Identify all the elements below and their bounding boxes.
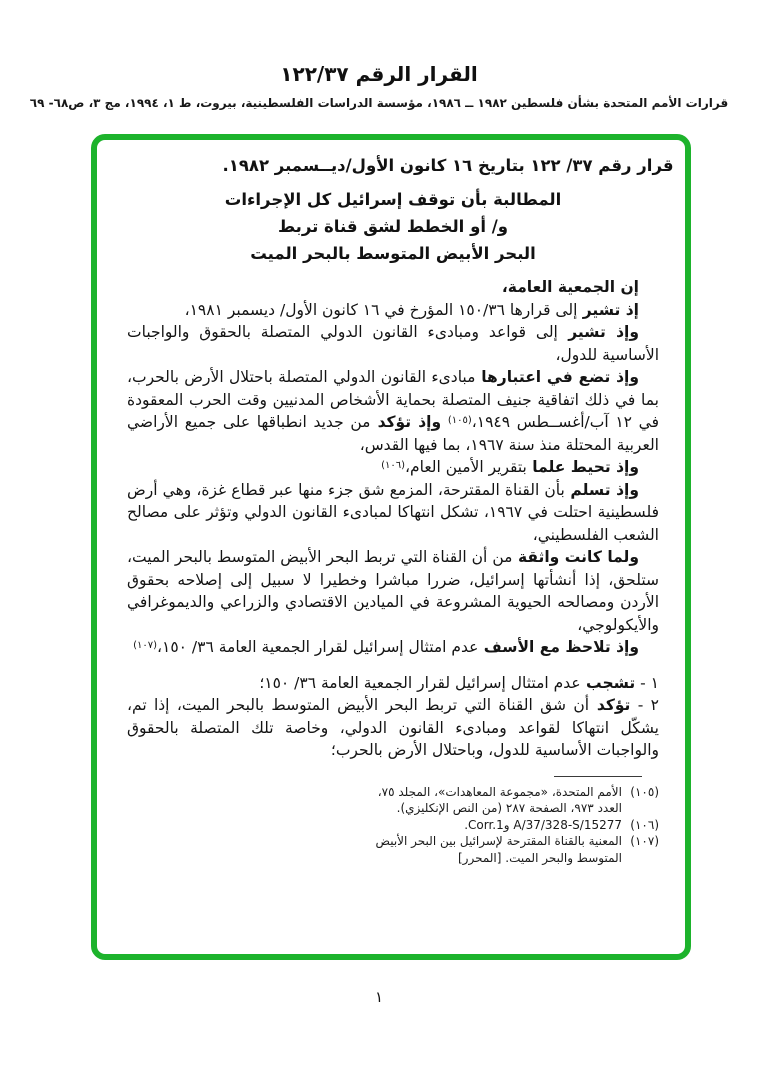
footnotes [367,784,659,867]
footnote-number: (١٠٦) [630,817,659,832]
footnote-number: (١٠٥) [630,784,659,799]
footnote-text: A/37/328-S/15277 وCorr.1. [464,817,622,832]
text-segment: إن الجمعية العامة، [501,278,639,296]
box-heading-line: البحر الأبيض المتوسط بالبحر الميت [250,244,536,263]
text-segment: عدم امتثال إسرائيل لقرار الجمعية العامة ٣٦/ ١٥٠، [157,638,479,656]
text-segment: إذ تشير [577,300,639,319]
footnote [367,817,659,834]
footnote-separator [554,776,642,777]
text-segment: وإذ تشير [557,323,640,341]
text-segment [441,413,448,431]
paragraph [127,366,659,456]
paragraph [127,321,659,366]
text-segment: وإذ تضع في اعتبارها [475,368,639,386]
text-segment: إلى قرارها ١٥٠/٣٦ المؤرخ في ١٦ كانون الأول/ ديسمبر ١٩٨١، [184,300,578,319]
box-heading-line: المطالبة بأن توقف إسرائيل كل الإجراءات [224,190,562,209]
text-segment: إلى قواعد ومبادىء القانون الدولي المتصلة بالحقوق والواجبات الأساسية للدول، [127,323,659,364]
content-box [91,134,691,960]
paragraph [127,479,659,547]
paragraph [127,694,659,762]
text-segment: عدم امتثال إسرائيل لقرار الجمعية العامة ٣٦/ ١٥٠؛ [259,673,581,692]
footnote [367,833,659,866]
box-heading-line: و/ أو الخطط لشق قناة تربط [277,217,509,236]
footnote-number: (١٠٧) [630,834,659,848]
footnote-ref: (١٠٥) [447,415,472,426]
footnote-text: المعنية بالقناة المقترحة لإسرائيل بين البحر الأبيض المتوسط والبحر الميت. [المحرر] [375,834,622,865]
text-segment: ولما كانت واثقة [512,548,639,566]
box-heading [127,152,674,267]
footnote-ref: (١٠٦) [381,460,405,471]
text-segment: من جديد انطباقها على جميع الأراضي العربية المحتلة منذ سنة ١٩٦٧، بما فيها القدس، [127,413,659,454]
text-segment: تشجب [580,673,636,692]
box-heading-line: قرار رقم ٣٧/ ١٢٢ بتاريخ ١٦ كانون الأول/ديــسمبر ١٩٨٢. [222,156,674,175]
text-segment: ٢ - [630,696,659,714]
paragraph [127,636,659,659]
footnote [367,784,659,817]
paragraph [127,672,659,695]
paragraph [127,276,659,299]
resolution-title: القرار الرقم ١٢٢/٣٧ [280,62,478,86]
text-segment: وإذ تؤكد [370,413,442,431]
text-segment: بتقرير الأمين العام، [405,458,527,476]
source-citation: قرارات الأمم المتحدة بشأن فلسطين ١٩٨٢ ــ ١٩٨٦، مؤسسة الدراسات الفلسطينية، بيروت، ط ١، ١٩٩٤، مج ٣، ص٦٨- ٦٩ [29,96,729,110]
text-segment: من أن القناة التي تربط البحر الأبيض المتوسط بالبحر الميت، ستلحق، إذا أنشأتها إسرائيل، ضررا مباشرا وخطيرا لا سبيل إلى إصلاحه بحقوق الأردن ومصالحه الحيوية المشروعة في الميادين الاقتصادي والزراعي والديموغرافي والأيكولوجي، [127,548,659,634]
text-segment: وإذ تلاحظ مع الأسف [478,638,639,656]
paragraph [127,299,659,322]
box-paragraphs [127,276,659,762]
text-segment: وإذ تحيط علما [526,458,639,476]
footnote-ref: (١٠٧) [133,640,157,651]
text-segment: أن شق القناة التي تربط البحر الأبيض المتوسط بالبحر الميت، إذا تم، يشكّل انتهاكا لقواعد ومبادىء القانون الدولي، وخاصة تلك المتصلة بالحقوق والواجبات الأساسية للدول، وباحتلال الأرض بالحرب؛ [127,696,659,759]
text-segment: بأن القناة المقترحة، المزمع شق جزء منها عبر قطاع غزة، وهي أرض فلسطينية احتلت في ١٩٦٧، تشكل انتهاكا لمبادىء القانون الدولي وتؤثر على مصالح الشعب الفلسطيني، [127,480,660,544]
page-number: ١ [374,988,384,1006]
text-segment: ١ - [635,673,659,692]
paragraph [127,546,659,636]
text-segment: وإذ تسلم [564,480,639,499]
paragraph [127,456,659,479]
text-segment: مبادىء القانون الدولي المتصلة باحتلال الأرض بالحرب، بما في ذلك اتفاقية جنيف المتصلة بحماية الأشخاص المدنيين وقت الحرب المعقودة في ١٢ آب/أغســطس ١٩٤٩، [127,368,659,431]
footnote-text: الأمم المتحدة، «مجموعة المعاهدات»، المجلد ٧٥، العدد ٩٧٣، الصفحة ٢٨٧ (من النص الإنكليزي). [377,784,622,815]
text-segment: تؤكد [589,696,631,714]
